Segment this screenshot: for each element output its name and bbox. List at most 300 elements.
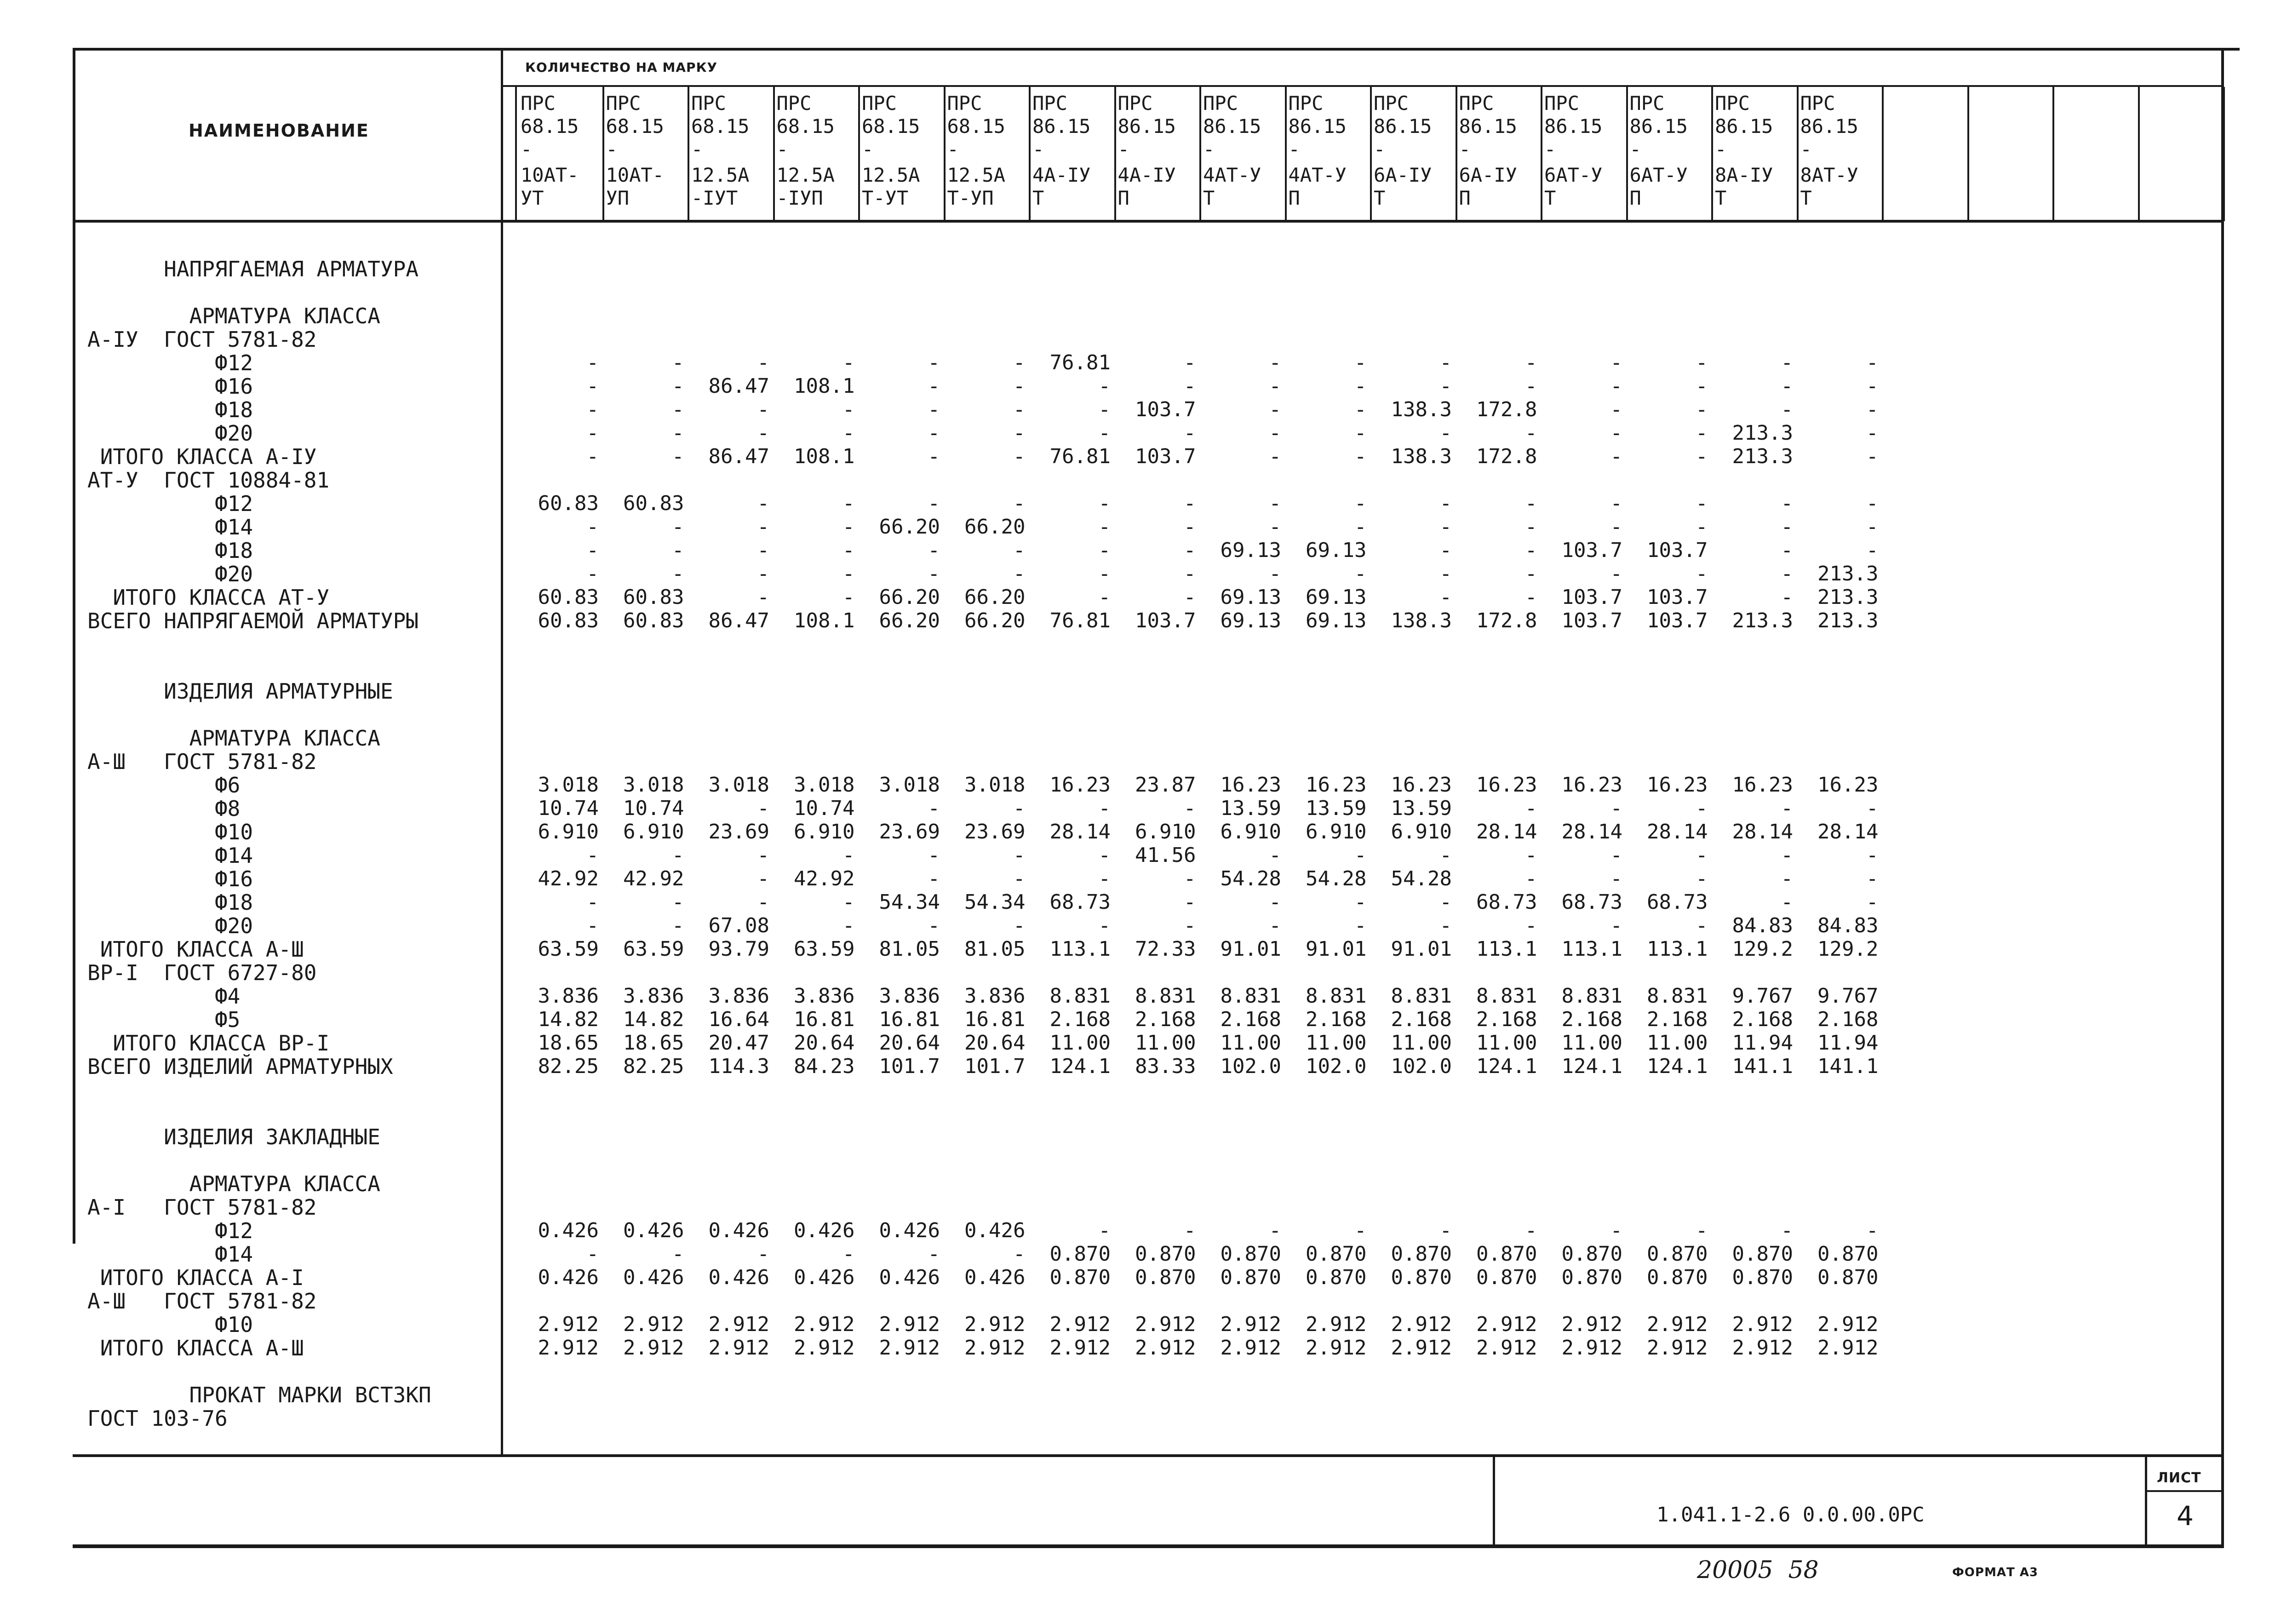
sheet-box-left-rule — [2145, 1456, 2147, 1546]
table-cell: 103.7 — [1135, 609, 1196, 632]
table-cell: 13.59 — [1220, 797, 1281, 820]
column-divider — [688, 87, 689, 221]
table-cell: 66.20 — [879, 515, 940, 539]
table-cell: 2.912 — [1220, 1336, 1281, 1360]
table-cell: - — [1610, 797, 1622, 820]
table-cell: 60.83 — [538, 609, 599, 632]
table-cell: - — [1781, 797, 1793, 820]
table-cell: 86.47 — [708, 609, 769, 632]
table-cell: - — [586, 515, 599, 539]
table-cell: 0.426 — [964, 1266, 1026, 1289]
table-cell: 18.65 — [538, 1031, 599, 1055]
table-cell: 124.1 — [1647, 1055, 1708, 1078]
table-cell: - — [1696, 1219, 1708, 1242]
table-cell: - — [1098, 539, 1111, 562]
table-cell: - — [586, 914, 599, 937]
table-cell: - — [928, 398, 940, 421]
table-cell: 2.912 — [623, 1313, 684, 1336]
name-column-header: НАИМЕНОВАНИЕ — [189, 121, 369, 141]
table-cell: 2.912 — [879, 1313, 940, 1336]
row-label: Ф10 — [87, 1312, 253, 1337]
table-cell: 0.870 — [1135, 1266, 1196, 1289]
row-label: ПРОКАТ МАРКИ ВСТ3КП — [87, 1383, 431, 1407]
table-cell: 3.018 — [623, 773, 684, 797]
table-cell: - — [672, 844, 684, 867]
table-cell: 28.14 — [1476, 820, 1537, 844]
column-divider — [2223, 87, 2225, 221]
column-divider — [1114, 87, 1116, 221]
table-cell: - — [1610, 398, 1622, 421]
table-bottom-rule — [73, 1454, 2224, 1457]
column-header-top: ПРС 86.15 - — [1629, 92, 1688, 161]
table-cell: - — [757, 1242, 769, 1266]
table-cell: - — [842, 562, 855, 585]
row-label: Ф8 — [87, 796, 241, 821]
table-cell: 54.28 — [1391, 867, 1452, 890]
row-label: А-Ш ГОСТ 5781-82 — [87, 1289, 317, 1314]
row-label: Ф20 — [87, 913, 253, 938]
table-cell: 68.73 — [1476, 890, 1537, 914]
table-cell: 6.910 — [623, 820, 684, 844]
row-label: Ф14 — [87, 843, 253, 868]
table-cell: 2.912 — [1391, 1336, 1452, 1360]
table-cell: 6.910 — [538, 820, 599, 844]
table-cell: 129.2 — [1732, 937, 1793, 961]
row-label: Ф12 — [87, 1218, 253, 1243]
table-cell: 8.831 — [1049, 984, 1111, 1008]
table-cell: - — [842, 492, 855, 515]
table-cell: - — [1439, 515, 1452, 539]
table-cell: 2.912 — [1732, 1313, 1793, 1336]
table-cell: 0.870 — [1647, 1242, 1708, 1266]
table-cell: - — [586, 1242, 599, 1266]
row-label: ВР-I ГОСТ 6727-80 — [87, 960, 317, 985]
table-cell: 113.1 — [1049, 937, 1111, 961]
table-cell: - — [1184, 539, 1196, 562]
table-cell: 11.00 — [1391, 1031, 1452, 1055]
column-divider — [1029, 87, 1031, 221]
table-cell: - — [1269, 844, 1281, 867]
table-cell: 76.81 — [1049, 351, 1111, 374]
table-cell: - — [928, 492, 940, 515]
table-cell: - — [1269, 351, 1281, 374]
table-cell: - — [757, 515, 769, 539]
column-header-top: ПРС 68.15 - — [776, 92, 835, 161]
table-cell: - — [1610, 844, 1622, 867]
table-cell: 63.59 — [794, 937, 855, 961]
table-cell: - — [1696, 515, 1708, 539]
table-cell: - — [586, 351, 599, 374]
table-cell: - — [1269, 492, 1281, 515]
table-cell: - — [1269, 562, 1281, 585]
table-cell: - — [1525, 351, 1537, 374]
table-cell: - — [1184, 515, 1196, 539]
column-header-top: ПРС 68.15 - — [691, 92, 750, 161]
table-cell: 2.168 — [1732, 1008, 1793, 1031]
table-cell: 0.870 — [1220, 1266, 1281, 1289]
table-cell: - — [1439, 914, 1452, 937]
table-cell: - — [757, 890, 769, 914]
table-cell: - — [1184, 351, 1196, 374]
table-cell: 2.168 — [1647, 1008, 1708, 1031]
table-cell: - — [1781, 492, 1793, 515]
table-cell: - — [842, 1242, 855, 1266]
table-cell: 3.018 — [879, 773, 940, 797]
column-header-top: ПРС 68.15 - — [947, 92, 1005, 161]
table-cell: - — [1866, 867, 1879, 890]
table-cell: 8.831 — [1391, 984, 1452, 1008]
row-label: Ф20 — [87, 562, 253, 586]
column-header-top: ПРС 86.15 - — [1800, 92, 1858, 161]
table-cell: - — [1269, 421, 1281, 445]
table-cell: - — [586, 562, 599, 585]
table-cell: 72.33 — [1135, 937, 1196, 961]
table-cell: - — [928, 914, 940, 937]
sheet-box-mid-rule — [2145, 1490, 2223, 1492]
table-cell: 2.912 — [1306, 1313, 1367, 1336]
table-cell: - — [1184, 797, 1196, 820]
column-header-top: ПРС 86.15 - — [1715, 92, 1773, 161]
row-label: Ф10 — [87, 820, 253, 844]
table-cell: 16.23 — [1391, 773, 1452, 797]
table-cell: 10.74 — [794, 797, 855, 820]
table-cell: 66.20 — [879, 609, 940, 632]
table-cell: 84.83 — [1817, 914, 1879, 937]
table-cell: - — [1184, 867, 1196, 890]
table-cell: - — [928, 562, 940, 585]
table-cell: 2.912 — [1220, 1313, 1281, 1336]
table-cell: - — [1781, 398, 1793, 421]
table-cell: - — [1696, 797, 1708, 820]
table-cell: 114.3 — [708, 1055, 769, 1078]
table-cell: - — [1696, 421, 1708, 445]
table-cell: - — [1098, 492, 1111, 515]
table-cell: - — [1696, 374, 1708, 398]
table-cell: - — [586, 421, 599, 445]
column-divider — [773, 87, 775, 221]
table-cell: 68.73 — [1049, 890, 1111, 914]
column-header-top: ПРС 68.15 - — [862, 92, 920, 161]
table-cell: - — [1098, 398, 1111, 421]
table-cell: - — [1439, 562, 1452, 585]
table-cell: 3.836 — [708, 984, 769, 1008]
table-cell: - — [1866, 539, 1879, 562]
column-header-bottom: 12.5А Т-УП — [947, 164, 1005, 209]
table-cell: - — [928, 421, 940, 445]
table-cell: 213.3 — [1817, 562, 1879, 585]
table-cell: 3.018 — [538, 773, 599, 797]
column-header-top: ПРС 86.15 - — [1459, 92, 1517, 161]
table-cell: - — [1781, 844, 1793, 867]
table-cell: - — [1696, 562, 1708, 585]
table-cell: 60.83 — [538, 585, 599, 609]
table-cell: - — [1610, 492, 1622, 515]
table-cell: - — [672, 445, 684, 468]
table-cell: - — [586, 539, 599, 562]
table-cell: 103.7 — [1647, 585, 1708, 609]
table-cell: - — [1525, 515, 1537, 539]
table-cell: - — [1098, 797, 1111, 820]
table-cell: 16.23 — [1306, 773, 1367, 797]
table-cell: 28.14 — [1647, 820, 1708, 844]
table-cell: - — [1781, 374, 1793, 398]
table-cell: - — [1354, 914, 1367, 937]
column-header-bottom: 12.5А -IУП — [776, 164, 835, 209]
table-cell: - — [1184, 1219, 1196, 1242]
table-cell: 66.20 — [964, 609, 1026, 632]
table-cell: 213.3 — [1732, 445, 1793, 468]
table-cell: 0.870 — [1732, 1242, 1793, 1266]
table-cell: 91.01 — [1306, 937, 1367, 961]
table-cell: 10.74 — [538, 797, 599, 820]
table-cell: 8.831 — [1220, 984, 1281, 1008]
table-cell: 81.05 — [879, 937, 940, 961]
table-cell: - — [586, 374, 599, 398]
table-cell: 91.01 — [1391, 937, 1452, 961]
table-cell: - — [1013, 797, 1026, 820]
table-cell: - — [1354, 351, 1367, 374]
table-cell: 108.1 — [794, 445, 855, 468]
column-divider — [1967, 87, 1969, 221]
table-cell: - — [757, 539, 769, 562]
table-cell: 8.831 — [1647, 984, 1708, 1008]
table-cell: 2.168 — [1817, 1008, 1879, 1031]
table-cell: - — [1866, 844, 1879, 867]
table-cell: - — [1866, 421, 1879, 445]
table-cell: - — [1866, 797, 1879, 820]
column-header-bottom: 4А-IУ Т — [1032, 164, 1091, 209]
table-cell: 23.69 — [879, 820, 940, 844]
row-label: АРМАТУРА КЛАССА — [87, 304, 380, 328]
table-cell: 66.20 — [879, 585, 940, 609]
table-cell: 20.47 — [708, 1031, 769, 1055]
table-cell: 103.7 — [1561, 585, 1622, 609]
table-cell: 108.1 — [794, 609, 855, 632]
table-cell: - — [1184, 421, 1196, 445]
table-cell: - — [842, 844, 855, 867]
table-cell: - — [1525, 562, 1537, 585]
table-cell: - — [928, 351, 940, 374]
table-cell: 11.00 — [1049, 1031, 1111, 1055]
table-cell: - — [672, 421, 684, 445]
table-cell: 2.912 — [794, 1336, 855, 1360]
document-code: 1.041.1-2.6 0.0.00.0РС — [1656, 1503, 1925, 1526]
table-cell: 8.831 — [1135, 984, 1196, 1008]
column-header-bottom: 10АТ- УТ — [521, 164, 579, 209]
table-cell: 2.912 — [1817, 1313, 1879, 1336]
table-cell: - — [672, 539, 684, 562]
table-cell: 83.33 — [1135, 1055, 1196, 1078]
table-cell: - — [1781, 867, 1793, 890]
table-cell: 113.1 — [1561, 937, 1622, 961]
row-label: Ф4 — [87, 984, 241, 1009]
table-cell: 103.7 — [1647, 609, 1708, 632]
table-cell: 6.910 — [1306, 820, 1367, 844]
table-cell: 172.8 — [1476, 398, 1537, 421]
table-cell: 2.912 — [879, 1336, 940, 1360]
table-cell: - — [1184, 585, 1196, 609]
stamp-divider-rule — [1493, 1456, 1495, 1546]
table-cell: - — [1781, 562, 1793, 585]
table-cell: 108.1 — [794, 374, 855, 398]
table-cell: 3.836 — [879, 984, 940, 1008]
column-header-bottom: 12.5А -IУТ — [691, 164, 750, 209]
column-divider — [858, 87, 860, 221]
format-label: ФОРМАТ А3 — [1952, 1566, 2038, 1579]
table-cell: 138.3 — [1391, 398, 1452, 421]
table-cell: 3.018 — [708, 773, 769, 797]
table-cell: 69.13 — [1306, 539, 1367, 562]
column-divider — [1797, 87, 1799, 221]
table-cell: - — [672, 374, 684, 398]
row-label: НАПРЯГАЕМАЯ АРМАТУРА — [87, 257, 419, 281]
table-cell: - — [1439, 585, 1452, 609]
table-cell: - — [1610, 374, 1622, 398]
column-divider — [1370, 87, 1372, 221]
table-cell: 2.168 — [1306, 1008, 1367, 1031]
column-divider — [2138, 87, 2140, 221]
table-cell: 69.13 — [1220, 609, 1281, 632]
table-cell: - — [1098, 585, 1111, 609]
table-cell: 16.81 — [879, 1008, 940, 1031]
table-cell: 28.14 — [1561, 820, 1622, 844]
table-cell: - — [1781, 1219, 1793, 1242]
table-cell: - — [1098, 515, 1111, 539]
table-cell: 16.23 — [1817, 773, 1879, 797]
table-cell: 124.1 — [1561, 1055, 1622, 1078]
table-cell: - — [1866, 890, 1879, 914]
table-cell: 0.426 — [623, 1266, 684, 1289]
column-header-top: ПРС 86.15 - — [1203, 92, 1261, 161]
sheet-number: 4 — [2177, 1500, 2194, 1532]
table-cell: - — [1013, 351, 1026, 374]
table-cell: 13.59 — [1306, 797, 1367, 820]
table-cell: 0.426 — [623, 1219, 684, 1242]
table-cell: 2.912 — [1647, 1336, 1708, 1360]
table-cell: - — [1610, 515, 1622, 539]
frame-right-rule — [2221, 48, 2224, 1548]
table-cell: - — [672, 351, 684, 374]
table-cell: 67.08 — [708, 914, 769, 937]
table-cell: 6.910 — [1220, 820, 1281, 844]
column-header-top: ПРС 86.15 - — [1118, 92, 1176, 161]
table-cell: - — [1610, 445, 1622, 468]
column-divider — [1541, 87, 1542, 221]
table-cell: - — [672, 398, 684, 421]
table-cell: 172.8 — [1476, 609, 1537, 632]
table-cell: - — [1098, 562, 1111, 585]
table-cell: 102.0 — [1306, 1055, 1367, 1078]
table-cell: 0.870 — [1135, 1242, 1196, 1266]
column-header-top: ПРС 68.15 - — [606, 92, 664, 161]
table-cell: 11.94 — [1732, 1031, 1793, 1055]
column-header-bottom: 8АТ-У Т — [1800, 164, 1858, 209]
table-cell: - — [1269, 445, 1281, 468]
table-cell: 103.7 — [1135, 445, 1196, 468]
table-cell: - — [1098, 914, 1111, 937]
table-cell: - — [1439, 844, 1452, 867]
table-cell: - — [1525, 914, 1537, 937]
column-header-bottom: 10АТ- УП — [606, 164, 664, 209]
table-cell: - — [586, 844, 599, 867]
table-cell: 213.3 — [1817, 585, 1879, 609]
table-cell: 3.836 — [794, 984, 855, 1008]
table-cell: 63.59 — [623, 937, 684, 961]
table-cell: 16.23 — [1647, 773, 1708, 797]
table-cell: - — [1184, 492, 1196, 515]
row-label: Ф16 — [87, 867, 253, 891]
table-cell: - — [1696, 351, 1708, 374]
table-cell: 14.82 — [538, 1008, 599, 1031]
table-cell: 113.1 — [1476, 937, 1537, 961]
table-cell: 42.92 — [794, 867, 855, 890]
table-cell: 0.426 — [964, 1219, 1026, 1242]
table-cell: - — [1439, 890, 1452, 914]
table-cell: 23.87 — [1135, 773, 1196, 797]
table-cell: 0.870 — [1391, 1266, 1452, 1289]
table-cell: - — [672, 562, 684, 585]
table-cell: 20.64 — [794, 1031, 855, 1055]
frame-left-rule — [73, 48, 75, 1244]
table-cell: - — [1013, 844, 1026, 867]
table-cell: - — [1439, 421, 1452, 445]
table-cell: 0.426 — [538, 1219, 599, 1242]
table-cell: 2.912 — [794, 1313, 855, 1336]
table-cell: - — [1610, 914, 1622, 937]
table-cell: 102.0 — [1391, 1055, 1452, 1078]
row-label: А-IУ ГОСТ 5781-82 — [87, 327, 317, 352]
row-label: ВСЕГО ИЗДЕЛИЙ АРМАТУРНЫХ — [87, 1054, 393, 1079]
table-cell: 11.00 — [1135, 1031, 1196, 1055]
table-cell: - — [1439, 539, 1452, 562]
table-cell: - — [1354, 1219, 1367, 1242]
table-cell: 76.81 — [1049, 445, 1111, 468]
table-cell: 3.836 — [964, 984, 1026, 1008]
row-label: ГОСТ 103-76 — [87, 1406, 228, 1431]
table-cell: 2.912 — [1817, 1336, 1879, 1360]
table-cell: 8.831 — [1476, 984, 1537, 1008]
row-label: ИЗДЕЛИЯ ЗАКЛАДНЫЕ — [87, 1125, 380, 1149]
table-cell: - — [1866, 492, 1879, 515]
table-cell: 0.870 — [1647, 1266, 1708, 1289]
table-cell: 6.910 — [794, 820, 855, 844]
table-cell: 0.870 — [1220, 1242, 1281, 1266]
table-cell: - — [1354, 374, 1367, 398]
column-divider — [944, 87, 946, 221]
row-label: АРМАТУРА КЛАССА — [87, 726, 380, 751]
table-cell: 60.83 — [538, 492, 599, 515]
table-cell: 2.912 — [1391, 1313, 1452, 1336]
quantity-label-rule — [501, 85, 2224, 87]
table-cell: 84.83 — [1732, 914, 1793, 937]
table-cell: - — [842, 515, 855, 539]
column-header-top: ПРС 86.15 - — [1544, 92, 1603, 161]
table-cell: - — [757, 867, 769, 890]
row-label: Ф12 — [87, 491, 253, 516]
table-cell: - — [672, 515, 684, 539]
column-divider — [602, 87, 604, 221]
row-label: ИТОГО КЛАССА А-I — [87, 1265, 304, 1290]
row-label: ИТОГО КЛАССА А-Ш — [87, 937, 304, 962]
row-label: ИТОГО КЛАССА ВР-I — [87, 1031, 330, 1056]
column-divider — [1285, 87, 1287, 221]
table-cell: 23.69 — [708, 820, 769, 844]
table-cell: - — [672, 914, 684, 937]
table-cell: 69.13 — [1306, 585, 1367, 609]
table-cell: - — [1610, 867, 1622, 890]
table-cell: 66.20 — [964, 585, 1026, 609]
table-cell: 69.13 — [1220, 585, 1281, 609]
